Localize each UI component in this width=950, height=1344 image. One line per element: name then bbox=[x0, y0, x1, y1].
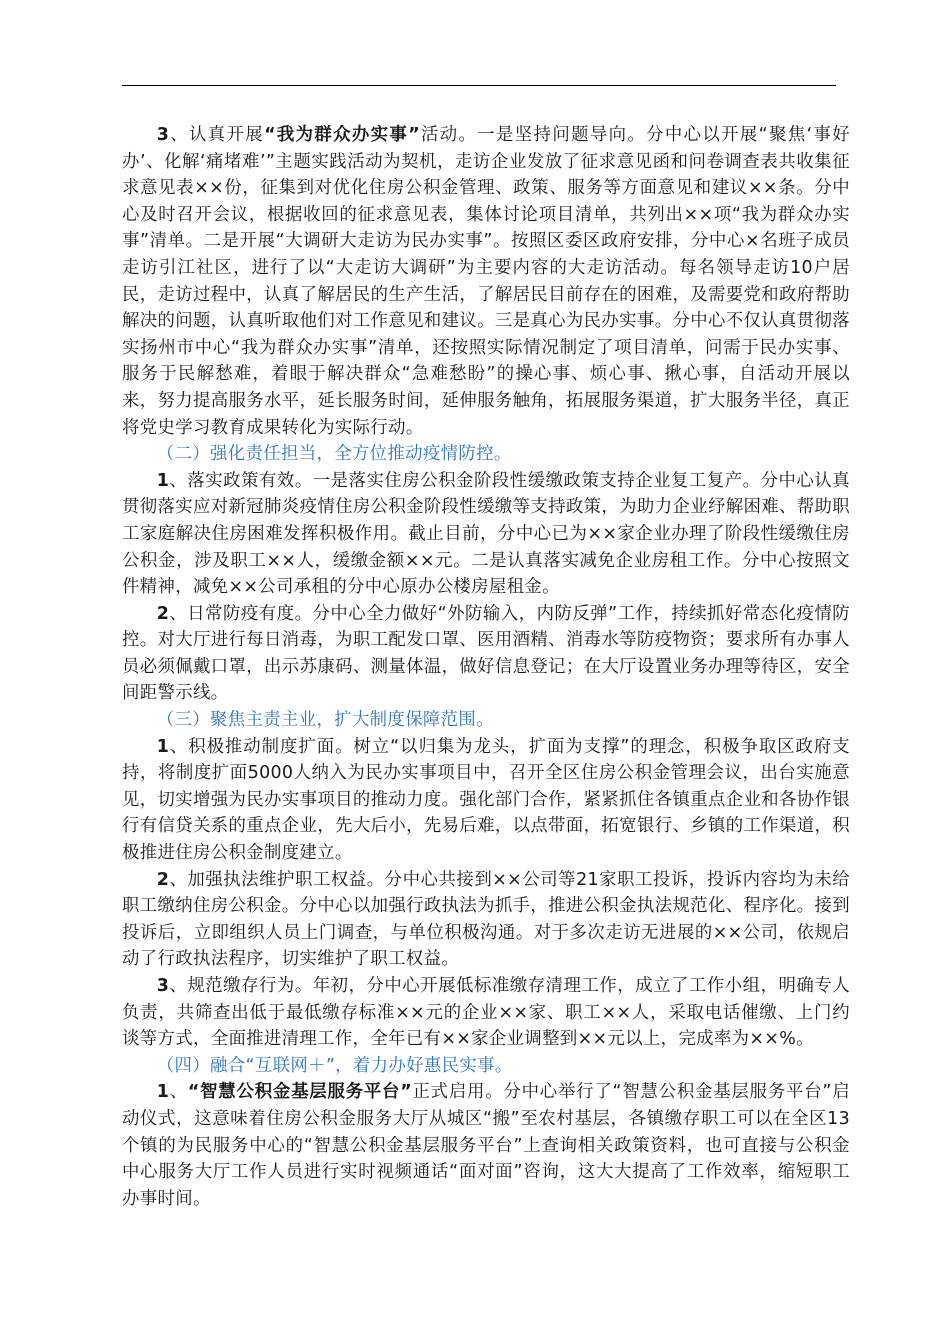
emphasis-phrase: “智慧公积金基层服务平台” bbox=[187, 1082, 412, 1103]
emphasis-phrase: “我为群众办实事” bbox=[264, 125, 420, 145]
item-number: 1 bbox=[156, 470, 170, 491]
paragraph-text: 、积极推动制度扩面。树立“以归集为龙头，扩面为支撑”的理念，积极争取区政府支持，将制度扩面5000人纳入为民办实事项目中，召开全区住房公积金管理会议，出台实施意见，切实增强为民办实事项目的推动力度。强化部门合作，紧紧抓住各镇重点企业和各协作银行有信贷关系的重点企业，先大后小，先易后难，以点带面，拓宽银行、乡镇的工作渠道，积极推进住房公积金制度建立。 bbox=[122, 736, 850, 864]
item-number: 1 bbox=[156, 736, 170, 757]
item-separator: 、 bbox=[169, 1082, 188, 1103]
paragraph-epidemic-prevention bbox=[122, 601, 850, 707]
header-rule bbox=[122, 85, 836, 86]
item-number: 3 bbox=[156, 125, 170, 145]
document-body bbox=[122, 122, 850, 1212]
paragraph-text: 、落实政策有效。一是落实住房公积金阶段性缓缴政策支持企业复工复产。分中心认真贯彻落实应对新冠肺炎疫情住房公积金阶段性缓缴等支持政策，为助力企业纾解困难、帮助职工家庭解决住房困难发挥积极作用。截止目前，分中心已为××家企业办理了阶段性缓缴住房公积金，涉及职工××人，缓缴金额××元。二是认真落实减免企业房租工作。分中心按照文件精神，减免××公司承租的分中心原办公楼房屋租金。 bbox=[122, 470, 850, 598]
item-number: 3 bbox=[156, 976, 170, 996]
section-heading-3: （三）聚焦主责主业，扩大制度保障范围。 bbox=[156, 710, 494, 731]
paragraph-text: 、规范缴存行为。年初，分中心开展低标准缴存清理工作，成立了工作小组，明确专人负责，共筛查出低于最低缴存标准××元的企业××家、职工××人，采取电话催缴、上门约谈等方式，全面推进清理工作，全年已有××家企业调整到××元以上，完成率为××%。 bbox=[122, 976, 850, 1050]
paragraph-text: 、加强执法维护职工权益。分中心共接到××公司等21家职工投诉，投诉内容均为未给职工缴纳住房公积金。分中心以加强行政执法为抓手，推进公积金执法规范化、程序化。接到投诉后，立即组织人员上门调查，与单位积极沟通。对于多次走访无进展的××公司，依规启动了行政执法程序，切实维护了职工权益。 bbox=[122, 869, 850, 970]
paragraph-policy bbox=[122, 468, 850, 601]
item-number: 2 bbox=[156, 869, 170, 890]
paragraph-system-expansion bbox=[122, 734, 850, 867]
item-number: 1 bbox=[156, 1082, 170, 1103]
item-number: 2 bbox=[156, 603, 170, 624]
paragraph-activity bbox=[122, 122, 850, 441]
paragraph-text: 活动。一是坚持问题导向。分中心以开展“聚焦‘事好办’、化解‘痛堵难’”主题实践活动为契机，走访企业发放了征求意见函和问卷调查表共收集征求意见表××份，征集到对优化住房公积金管理、政策、服务等方面意见和建议××条。分中心及时召开会议，根据收回的征求意见表，集体讨论项目清单，共列出××项“我为群众办实事”清单。二是开展“大调研大走访为民办实事”。按照区委区政府安排，分中心×名班子成员走访引江社区，进行了以“大走访大调研”为主要内容的大走访活动。每名领导走访10户居民，走访过程中，认真了解居民的生产生活，了解居民目前存在的困难，及需要党和政府帮助解决的问题，认真听取他们对工作意见和建议。三是真心为民办实事。分中心不仅认真贯彻落实扬州市中心“我为群众办实事”清单，还按照实际情况制定了项目清单，问需于民办实事、服务于民解愁难，着眼于解决群众“急难愁盼”的操心事、烦心事、揪心事，自活动开展以来，努力提高服务水平，延长服务时间，延伸服务触角，拓展服务渠道，扩大服务半径，真正将党史学习教育成果转化为实际行动。 bbox=[122, 125, 850, 438]
section-heading-2: （二）强化责任担当，全方位推动疫情防控。 bbox=[156, 444, 512, 465]
paragraph-text: 、日常防疫有度。分中心全力做好“外防输入，内防反弹”工作，持续抓好常态化疫情防控。对大厅进行每日消毒，为职工配发口罩、医用酒精、消毒水等防疫物资；要求所有办事人员必须佩戴口罩，出示苏康码、测量体温，做好信息登记；在大厅设置业务办理等待区，安全间距警示线。 bbox=[122, 603, 850, 704]
item-separator: 、认真开展 bbox=[169, 125, 265, 145]
paragraph-text: 正式启用。分中心举行了“智慧公积金基层服务平台”启动仪式，这意味着住房公积金服务大厅从城区“搬”至农村基层，各镇缴存职工可以在全区13个镇的为民服务中心的“智慧公积金基层服务平台”上查询相关政策资料，也可直接与公积金中心服务大厅工作人员进行实时视频通话“面对面”咨询，这大大提高了工作效率，缩短职工办事时间。 bbox=[122, 1082, 850, 1209]
section-heading-4: （四）融合“互联网＋”，着力办好惠民实事。 bbox=[156, 1055, 513, 1076]
paragraph-smart-platform bbox=[122, 1079, 850, 1212]
paragraph-law-enforcement bbox=[122, 867, 850, 973]
paragraph-deposit-standard bbox=[122, 973, 850, 1053]
